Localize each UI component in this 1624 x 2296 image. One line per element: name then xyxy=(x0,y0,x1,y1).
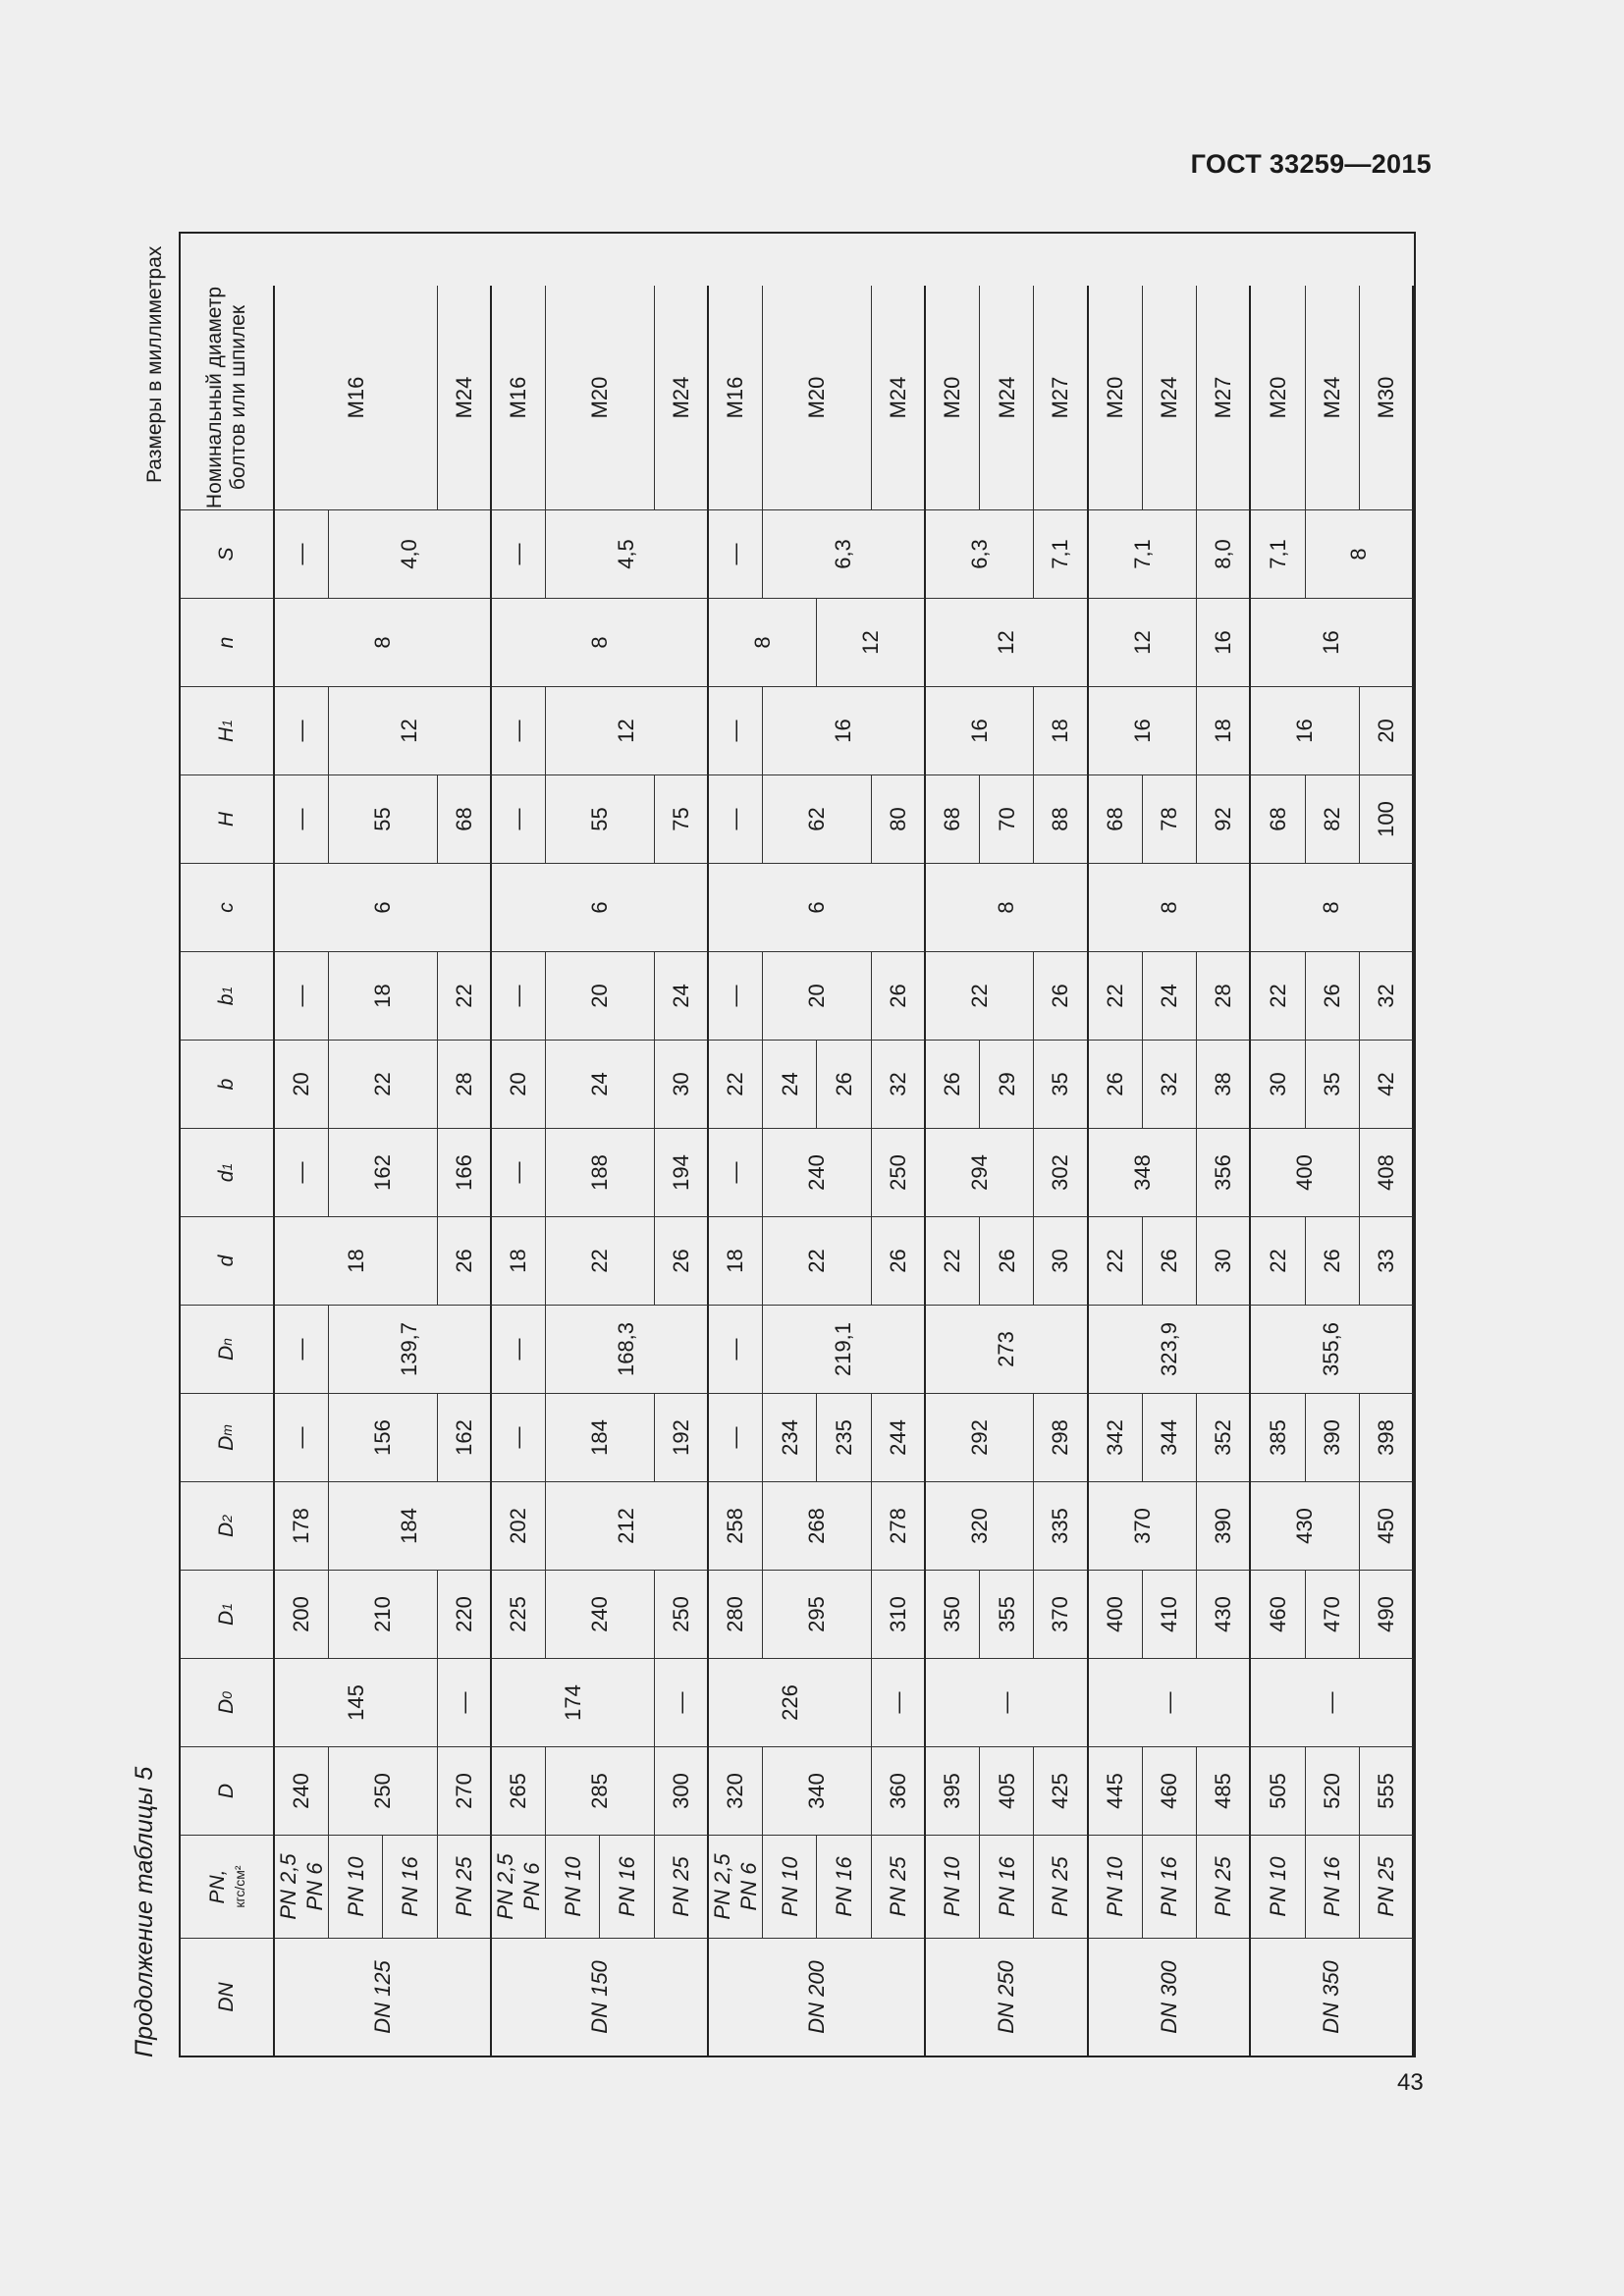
table-cell: — xyxy=(926,1658,1089,1746)
table-cell: 55 xyxy=(329,774,437,863)
pn-cell: PN 25 xyxy=(438,1835,492,1938)
table-cell: M16 xyxy=(275,286,438,509)
table-cell: 18 xyxy=(709,1216,763,1305)
table-cell: 258 xyxy=(709,1481,763,1570)
table-cell: 26 xyxy=(1089,1040,1143,1128)
pn-cell: PN 10 xyxy=(1089,1835,1143,1938)
pn-cell: PN 16 xyxy=(1306,1835,1360,1938)
table-cell: 162 xyxy=(438,1393,492,1481)
table-cell: 350 xyxy=(926,1570,980,1658)
table-cell: 520 xyxy=(1306,1746,1360,1835)
table-cell: 12 xyxy=(329,686,492,774)
table-cell: 360 xyxy=(872,1746,926,1835)
header-c: c xyxy=(181,863,275,951)
table-cell: 188 xyxy=(546,1128,654,1216)
table-cell: 156 xyxy=(329,1393,437,1481)
table-cell: 8,0 xyxy=(1197,509,1251,598)
table-cell: 80 xyxy=(872,774,926,863)
table-cell: 200 xyxy=(275,1570,329,1658)
table-cell: M20 xyxy=(1251,286,1305,509)
table-cell: 30 xyxy=(1034,1216,1088,1305)
header-Dm: D m xyxy=(181,1393,275,1481)
table-cell: 280 xyxy=(709,1570,763,1658)
table-cell: M30 xyxy=(1360,286,1414,509)
pn-cell: PN 25 xyxy=(655,1835,709,1938)
table-cell: 244 xyxy=(872,1393,926,1481)
table-cell: 398 xyxy=(1360,1393,1414,1481)
table-cell: 4,5 xyxy=(546,509,709,598)
header-D: D xyxy=(181,1746,275,1835)
table-cell: 405 xyxy=(980,1746,1034,1835)
table-cell: M24 xyxy=(980,286,1034,509)
header-D1: D 1 xyxy=(181,1570,275,1658)
table-cell: 8 xyxy=(709,598,817,686)
table-cell: 174 xyxy=(492,1658,655,1746)
table-cell: 22 xyxy=(546,1216,654,1305)
table-cell: — xyxy=(709,774,763,863)
table-cell: 8 xyxy=(1089,863,1252,951)
table-cell: 18 xyxy=(329,951,437,1040)
table-cell: 395 xyxy=(926,1746,980,1835)
table-cell: M27 xyxy=(1197,286,1251,509)
table-cell: 335 xyxy=(1034,1481,1088,1570)
table-cell: 145 xyxy=(275,1658,438,1746)
table-cell: — xyxy=(275,951,329,1040)
table-cell: 24 xyxy=(655,951,709,1040)
table-cell: 310 xyxy=(872,1570,926,1658)
table-cell: 100 xyxy=(1360,774,1414,863)
table-cell: 26 xyxy=(1306,1216,1360,1305)
table-cell: 192 xyxy=(655,1393,709,1481)
table-cell: 265 xyxy=(492,1746,546,1835)
table-cell: 212 xyxy=(546,1481,709,1570)
page-number: 43 xyxy=(1397,2069,1424,2096)
table-cell: 16 xyxy=(763,686,926,774)
table-cell: — xyxy=(1251,1658,1414,1746)
header-pn: PN, кгс/см² xyxy=(181,1835,275,1938)
table-cell: 356 xyxy=(1197,1128,1251,1216)
header-D0: D 0 xyxy=(181,1658,275,1746)
table-cell: — xyxy=(275,686,329,774)
table-cell: — xyxy=(655,1658,709,1746)
standard-number: ГОСТ 33259—2015 xyxy=(1190,149,1432,179)
table-cell: — xyxy=(275,509,329,598)
dn-cell: DN 350 xyxy=(1251,1938,1414,2056)
table-cell: 32 xyxy=(1143,1040,1197,1128)
table-cell: 8 xyxy=(275,598,492,686)
table-cell: 320 xyxy=(709,1746,763,1835)
table-cell: 370 xyxy=(1034,1570,1088,1658)
pn-cell: PN 16 xyxy=(1143,1835,1197,1938)
table-cell: 323,9 xyxy=(1089,1305,1252,1393)
table-cell: 26 xyxy=(817,1040,871,1128)
table-cell: 344 xyxy=(1143,1393,1197,1481)
table-cell: 22 xyxy=(926,951,1034,1040)
table-cell: 26 xyxy=(1143,1216,1197,1305)
table-cell: 20 xyxy=(275,1040,329,1128)
table-cell: M16 xyxy=(709,286,763,509)
table-cell: — xyxy=(709,1393,763,1481)
table-cell: M24 xyxy=(1306,286,1360,509)
table-cell: 445 xyxy=(1089,1746,1143,1835)
pn-cell: PN 10 xyxy=(546,1835,600,1938)
pn-cell: PN 25 xyxy=(1360,1835,1414,1938)
table-cell: 8 xyxy=(492,598,709,686)
table-cell: 220 xyxy=(438,1570,492,1658)
table-cell: 302 xyxy=(1034,1128,1088,1216)
table-cell: 340 xyxy=(763,1746,871,1835)
header-bolt-diameter: Номинальный диаметр болтов или шпилек xyxy=(181,286,275,509)
table-cell: 268 xyxy=(763,1481,871,1570)
table-cell: 352 xyxy=(1197,1393,1251,1481)
table-cell: 225 xyxy=(492,1570,546,1658)
dn-cell: DN 200 xyxy=(709,1938,926,2056)
pn-cell: PN 2,5 PN 6 xyxy=(275,1835,329,1938)
table-cell: 250 xyxy=(329,1746,437,1835)
table-cell: — xyxy=(709,509,763,598)
table-cell: 26 xyxy=(655,1216,709,1305)
table-cell: 28 xyxy=(438,1040,492,1128)
table-cell: 26 xyxy=(926,1040,980,1128)
pn-cell: PN 25 xyxy=(1034,1835,1088,1938)
table-cell: 33 xyxy=(1360,1216,1414,1305)
table-cell: 22 xyxy=(1089,1216,1143,1305)
table-cell: 18 xyxy=(1197,686,1251,774)
table-cell: 285 xyxy=(546,1746,654,1835)
header-H1: H 1 xyxy=(181,686,275,774)
header-D2: D 2 xyxy=(181,1481,275,1570)
table-cell: 320 xyxy=(926,1481,1034,1570)
table-cell: 22 xyxy=(926,1216,980,1305)
table-cell: 278 xyxy=(872,1481,926,1570)
table-cell: 8 xyxy=(1251,863,1414,951)
table-cell: M24 xyxy=(872,286,926,509)
table-cell: 555 xyxy=(1360,1746,1414,1835)
table-cell: 270 xyxy=(438,1746,492,1835)
table-cell: 194 xyxy=(655,1128,709,1216)
table-cell: 226 xyxy=(709,1658,872,1746)
table-cell: 348 xyxy=(1089,1128,1197,1216)
table-cell: 370 xyxy=(1089,1481,1197,1570)
pn-cell: PN 25 xyxy=(1197,1835,1251,1938)
table-cell: 88 xyxy=(1034,774,1088,863)
table-cell: 355 xyxy=(980,1570,1034,1658)
table-cell: 32 xyxy=(872,1040,926,1128)
table-cell: — xyxy=(709,1128,763,1216)
table-cell: 235 xyxy=(817,1393,871,1481)
table-cell: M16 xyxy=(492,286,546,509)
header-n: n xyxy=(181,598,275,686)
table-cell: 22 xyxy=(438,951,492,1040)
table-cell: 450 xyxy=(1360,1481,1414,1570)
table-cell: 8 xyxy=(1306,509,1414,598)
table-cell: 250 xyxy=(655,1570,709,1658)
dn-cell: DN 300 xyxy=(1089,1938,1252,2056)
table-cell: — xyxy=(709,951,763,1040)
table-cell: 24 xyxy=(1143,951,1197,1040)
table-cell: 30 xyxy=(1197,1216,1251,1305)
pn-cell: PN 10 xyxy=(329,1835,383,1938)
table-cell: 210 xyxy=(329,1570,437,1658)
table-cell: — xyxy=(275,1305,329,1393)
table-cell: 430 xyxy=(1197,1570,1251,1658)
table-cell: 18 xyxy=(1034,686,1088,774)
table-cell: 38 xyxy=(1197,1040,1251,1128)
table-cell: 22 xyxy=(763,1216,871,1305)
table-cell: 4,0 xyxy=(329,509,492,598)
table-cell: — xyxy=(492,1305,546,1393)
table-cell: 18 xyxy=(275,1216,438,1305)
table-cell: 8 xyxy=(926,863,1089,951)
table-cell: 6 xyxy=(275,863,492,951)
table-cell: 30 xyxy=(1251,1040,1305,1128)
table-cell: 6 xyxy=(492,863,709,951)
table-cell: 219,1 xyxy=(763,1305,926,1393)
pn-cell: PN 25 xyxy=(872,1835,926,1938)
table-continuation-caption: Продолжение таблицы 5 xyxy=(131,1766,158,2057)
table-cell: 162 xyxy=(329,1128,437,1216)
table-cell: 355,6 xyxy=(1251,1305,1414,1393)
table-cell: M20 xyxy=(926,286,980,509)
table-cell: 16 xyxy=(1251,598,1414,686)
table-cell: 78 xyxy=(1143,774,1197,863)
table-cell: — xyxy=(492,1393,546,1481)
pn-cell: PN 10 xyxy=(763,1835,817,1938)
table-cell: 390 xyxy=(1306,1393,1360,1481)
table-cell: 294 xyxy=(926,1128,1034,1216)
table-cell: 184 xyxy=(546,1393,654,1481)
table-cell: 202 xyxy=(492,1481,546,1570)
table-cell: — xyxy=(275,774,329,863)
table-cell: — xyxy=(438,1658,492,1746)
pn-cell: PN 10 xyxy=(1251,1835,1305,1938)
table-cell: 68 xyxy=(1089,774,1143,863)
table-cell: — xyxy=(709,1305,763,1393)
table-cell: 18 xyxy=(492,1216,546,1305)
table-cell: 490 xyxy=(1360,1570,1414,1658)
table-cell: 470 xyxy=(1306,1570,1360,1658)
table-cell: 250 xyxy=(872,1128,926,1216)
table-cell: — xyxy=(492,774,546,863)
table-cell: — xyxy=(492,951,546,1040)
table-cell: 292 xyxy=(926,1393,1034,1481)
table-cell: 16 xyxy=(1197,598,1251,686)
table-cell: 68 xyxy=(1251,774,1305,863)
dn-cell: DN 150 xyxy=(492,1938,709,2056)
table-cell: 55 xyxy=(546,774,654,863)
table-cell: 26 xyxy=(872,951,926,1040)
table-cell: 6,3 xyxy=(926,509,1034,598)
table-cell: M20 xyxy=(763,286,871,509)
table-cell: — xyxy=(275,1393,329,1481)
table-cell: 16 xyxy=(1089,686,1197,774)
table-cell: 7,1 xyxy=(1251,509,1305,598)
table-cell: 385 xyxy=(1251,1393,1305,1481)
table-cell: 28 xyxy=(1197,951,1251,1040)
table-cell: 425 xyxy=(1034,1746,1088,1835)
table-cell: 26 xyxy=(1034,951,1088,1040)
table-cell: 240 xyxy=(275,1746,329,1835)
table-cell: 184 xyxy=(329,1481,492,1570)
table-cell: 12 xyxy=(817,598,925,686)
table-cell: 22 xyxy=(1251,951,1305,1040)
table-cell: 505 xyxy=(1251,1746,1305,1835)
table-cell: 410 xyxy=(1143,1570,1197,1658)
table-cell: 30 xyxy=(655,1040,709,1128)
table-cell: 12 xyxy=(546,686,709,774)
table-cell: 24 xyxy=(763,1040,817,1128)
table-cell: 7,1 xyxy=(1089,509,1197,598)
units-note: Размеры в миллиметрах xyxy=(143,245,166,483)
dn-cell: DN 250 xyxy=(926,1938,1089,2056)
table-cell: 92 xyxy=(1197,774,1251,863)
table-cell: 342 xyxy=(1089,1393,1143,1481)
table-cell: M20 xyxy=(1089,286,1143,509)
table-cell: 22 xyxy=(1089,951,1143,1040)
table-cell: 29 xyxy=(980,1040,1034,1128)
pn-cell: PN 16 xyxy=(383,1835,437,1938)
table-cell: 22 xyxy=(709,1040,763,1128)
table-cell: — xyxy=(275,1128,329,1216)
table-cell: M24 xyxy=(1143,286,1197,509)
table-cell: 139,7 xyxy=(329,1305,492,1393)
table-cell: 26 xyxy=(980,1216,1034,1305)
header-b1: b 1 xyxy=(181,951,275,1040)
table-cell: 408 xyxy=(1360,1128,1414,1216)
header-d1: d 1 xyxy=(181,1128,275,1216)
table-cell: 460 xyxy=(1143,1746,1197,1835)
table-cell: M24 xyxy=(438,286,492,509)
table-cell: 430 xyxy=(1251,1481,1359,1570)
table-cell: 240 xyxy=(763,1128,871,1216)
table-cell: 20 xyxy=(546,951,654,1040)
table-cell: 460 xyxy=(1251,1570,1305,1658)
table-cell: 390 xyxy=(1197,1481,1251,1570)
header-S: S xyxy=(181,509,275,598)
table-cell: 7,1 xyxy=(1034,509,1088,598)
table-cell: 16 xyxy=(1251,686,1359,774)
table-cell: 298 xyxy=(1034,1393,1088,1481)
table-cell: 68 xyxy=(438,774,492,863)
header-d: d xyxy=(181,1216,275,1305)
header-dn: DN xyxy=(181,1938,275,2056)
table-cell: 168,3 xyxy=(546,1305,709,1393)
pn-cell: PN 16 xyxy=(817,1835,871,1938)
table-cell: 234 xyxy=(763,1393,817,1481)
table-cell: 295 xyxy=(763,1570,871,1658)
table-cell: — xyxy=(1089,1658,1252,1746)
pn-cell: PN 10 xyxy=(926,1835,980,1938)
table-cell: 20 xyxy=(763,951,871,1040)
table-cell: — xyxy=(492,509,546,598)
table-cell: 178 xyxy=(275,1481,329,1570)
pn-cell: PN 16 xyxy=(980,1835,1034,1938)
table-cell: 26 xyxy=(872,1216,926,1305)
table-cell: 273 xyxy=(926,1305,1089,1393)
table-cell: 20 xyxy=(492,1040,546,1128)
table-cell: 12 xyxy=(926,598,1089,686)
table-cell: 400 xyxy=(1251,1128,1359,1216)
table-cell: 20 xyxy=(1360,686,1414,774)
table-cell: 35 xyxy=(1034,1040,1088,1128)
table-cell: 400 xyxy=(1089,1570,1143,1658)
table-cell: 166 xyxy=(438,1128,492,1216)
table-cell: 75 xyxy=(655,774,709,863)
table-cell: 70 xyxy=(980,774,1034,863)
header-Dn: D n xyxy=(181,1305,275,1393)
table-cell: 42 xyxy=(1360,1040,1414,1128)
table-cell: 82 xyxy=(1306,774,1360,863)
table-cell: 32 xyxy=(1360,951,1414,1040)
pn-cell: PN 16 xyxy=(600,1835,654,1938)
table-cell: 6 xyxy=(709,863,926,951)
table-cell: M27 xyxy=(1034,286,1088,509)
table-cell: 35 xyxy=(1306,1040,1360,1128)
table-cell: — xyxy=(872,1658,926,1746)
dn-cell: DN 125 xyxy=(275,1938,492,2056)
table-cell: 300 xyxy=(655,1746,709,1835)
table-cell: 22 xyxy=(1251,1216,1305,1305)
table-cell: 26 xyxy=(438,1216,492,1305)
table-cell: 12 xyxy=(1089,598,1197,686)
flange-dimensions-table xyxy=(179,232,1416,2057)
pn-cell: PN 2,5 PN 6 xyxy=(709,1835,763,1938)
pn-cell: PN 2,5 PN 6 xyxy=(492,1835,546,1938)
table-cell: 62 xyxy=(763,774,871,863)
table-cell: 22 xyxy=(329,1040,437,1128)
table-cell: — xyxy=(709,686,763,774)
header-b: b xyxy=(181,1040,275,1128)
header-H: H xyxy=(181,774,275,863)
table-cell: M20 xyxy=(546,286,654,509)
table-cell: 485 xyxy=(1197,1746,1251,1835)
table-cell: 16 xyxy=(926,686,1034,774)
table-cell: 68 xyxy=(926,774,980,863)
table-cell: 240 xyxy=(546,1570,654,1658)
table-cell: 24 xyxy=(546,1040,654,1128)
table-cell: — xyxy=(492,686,546,774)
table-grid xyxy=(179,232,1416,2057)
table-cell: M24 xyxy=(655,286,709,509)
table-cell: 6,3 xyxy=(763,509,926,598)
table-cell: — xyxy=(492,1128,546,1216)
table-cell: 26 xyxy=(1306,951,1360,1040)
